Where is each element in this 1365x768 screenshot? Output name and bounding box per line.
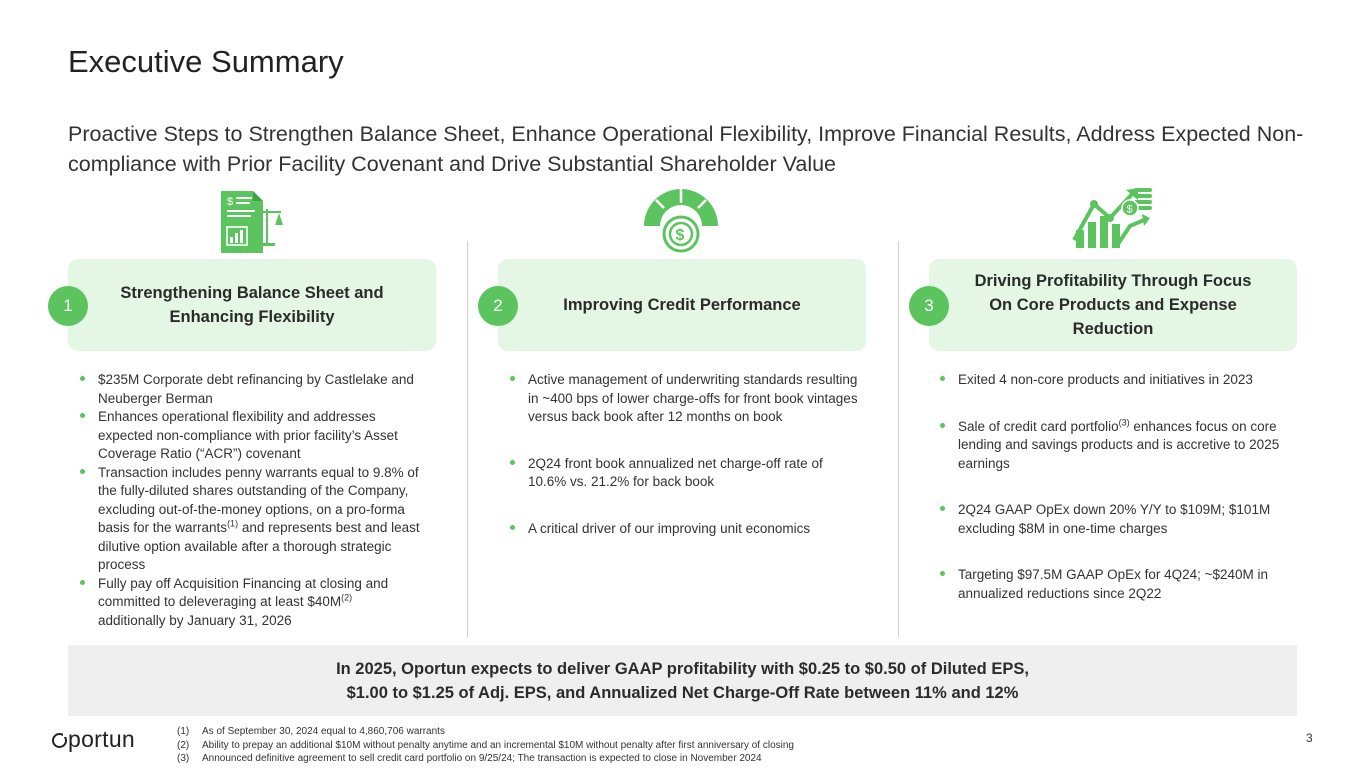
column-1-number-badge: 1 — [48, 286, 88, 326]
footnotes — [177, 725, 794, 766]
footnote: (2) Ability to prepay an additional $10M without penalty anytime and an incremental $10M without penalty after first anniversary of closing — [177, 739, 794, 751]
page-number: 3 — [1306, 731, 1313, 745]
list-item: $235M Corporate debt refinancing by Castlelake and Neuberger Berman — [78, 371, 423, 408]
svg-text:$: $ — [227, 196, 234, 208]
column-2-header — [498, 259, 866, 351]
growth-chart-coins-icon — [1072, 186, 1156, 252]
list-item: Fully pay off Acquisition Financing at closing and committed to deleveraging at least $\$40M^{(2)}$ additionally by January 31, 2026 — [78, 575, 423, 631]
guidance-banner — [68, 645, 1297, 716]
list-item: 2Q24 GAAP OpEx down 20% Y/Y to $109M; $101M excluding $8M in one-time charges — [938, 501, 1288, 538]
logo-o-icon — [52, 733, 67, 748]
list-item: Targeting $97.5M GAAP OpEx for 4Q24; ~$240M in annualized reductions since 2Q22 — [938, 566, 1288, 603]
list-item: 2Q24 front book annualized net charge-off rate of 10.6% vs. 21.2% for back book — [508, 455, 858, 492]
column-3-bullets — [938, 371, 1288, 603]
page-title: Executive Summary — [68, 44, 344, 79]
oportun-logo: portun — [52, 726, 135, 753]
column-1-header — [68, 259, 436, 351]
column-divider — [898, 241, 899, 637]
column-1-header-text: Strengthening Balance Sheet and Enhancing Flexibility — [120, 284, 384, 326]
column-3-header-text: Driving Profitability Through Focus On Core Products and Expense Reduction — [974, 272, 1252, 338]
footnote: (1) As of September 30, 2024 equal to 4,860,706 warrants — [177, 726, 445, 737]
banner-line-2: $1.00 to $1.25 of Adj. EPS, and Annualized Net Charge-Off Rate between 11% and 12% — [346, 683, 1019, 702]
list-item: A critical driver of our improving unit economics — [508, 520, 858, 539]
financial-document-scale-icon — [219, 189, 287, 255]
credit-gauge-dollar-icon — [640, 186, 722, 254]
banner-line-1: In 2025, Oportun expects to deliver GAAP profitability with $0.25 to $0.50 of Diluted EPS, — [336, 659, 1029, 678]
list-item: Active management of underwriting standards resulting in ~400 bps of lower charge-offs for front book vintages versus back book after 12 months on book — [508, 371, 858, 427]
page-subtitle: Proactive Steps to Strengthen Balance Sheet, Enhance Operational Flexibility, Improve Financial Results, Address Expected Non-compliance with Prior Facility Covenant and Drive Substantial Shareholder Value — [68, 122, 1304, 176]
column-divider — [467, 241, 468, 637]
column-1-bullets — [78, 371, 423, 630]
column-2-number-badge: 2 — [478, 286, 518, 326]
list-item: Sale of credit card portfolio$^{(3)}$ enhances focus on core lending and savings products and is accretive to 2025 earnings — [938, 418, 1288, 474]
svg-text:$: $ — [1126, 203, 1133, 216]
column-3-number-badge: 3 — [909, 286, 949, 326]
list-item: Transaction includes penny warrants equal to 9.8% of the fully-diluted shares outstanding of the Company, excluding out-of-the-money options, on a pro-forma basis for the warrants$^{(1)}$ and represents best and least dilutive option available after a thorough strategic process — [78, 464, 423, 575]
list-item: Exited 4 non-core products and initiatives in 2023 — [938, 371, 1288, 390]
column-2-header-text: Improving Credit Performance — [563, 296, 801, 314]
svg-text:$: $ — [675, 227, 685, 244]
column-2-bullets — [508, 371, 858, 538]
column-3-header — [929, 259, 1297, 351]
list-item: Enhances operational flexibility and addresses expected non-compliance with prior facility’s Asset Coverage Ratio (“ACR”) covenant — [78, 408, 423, 464]
footnote: (3) Announced definitive agreement to sell credit card portfolio on 9/25/24; The transaction is expected to close in November 2024 — [177, 753, 762, 764]
